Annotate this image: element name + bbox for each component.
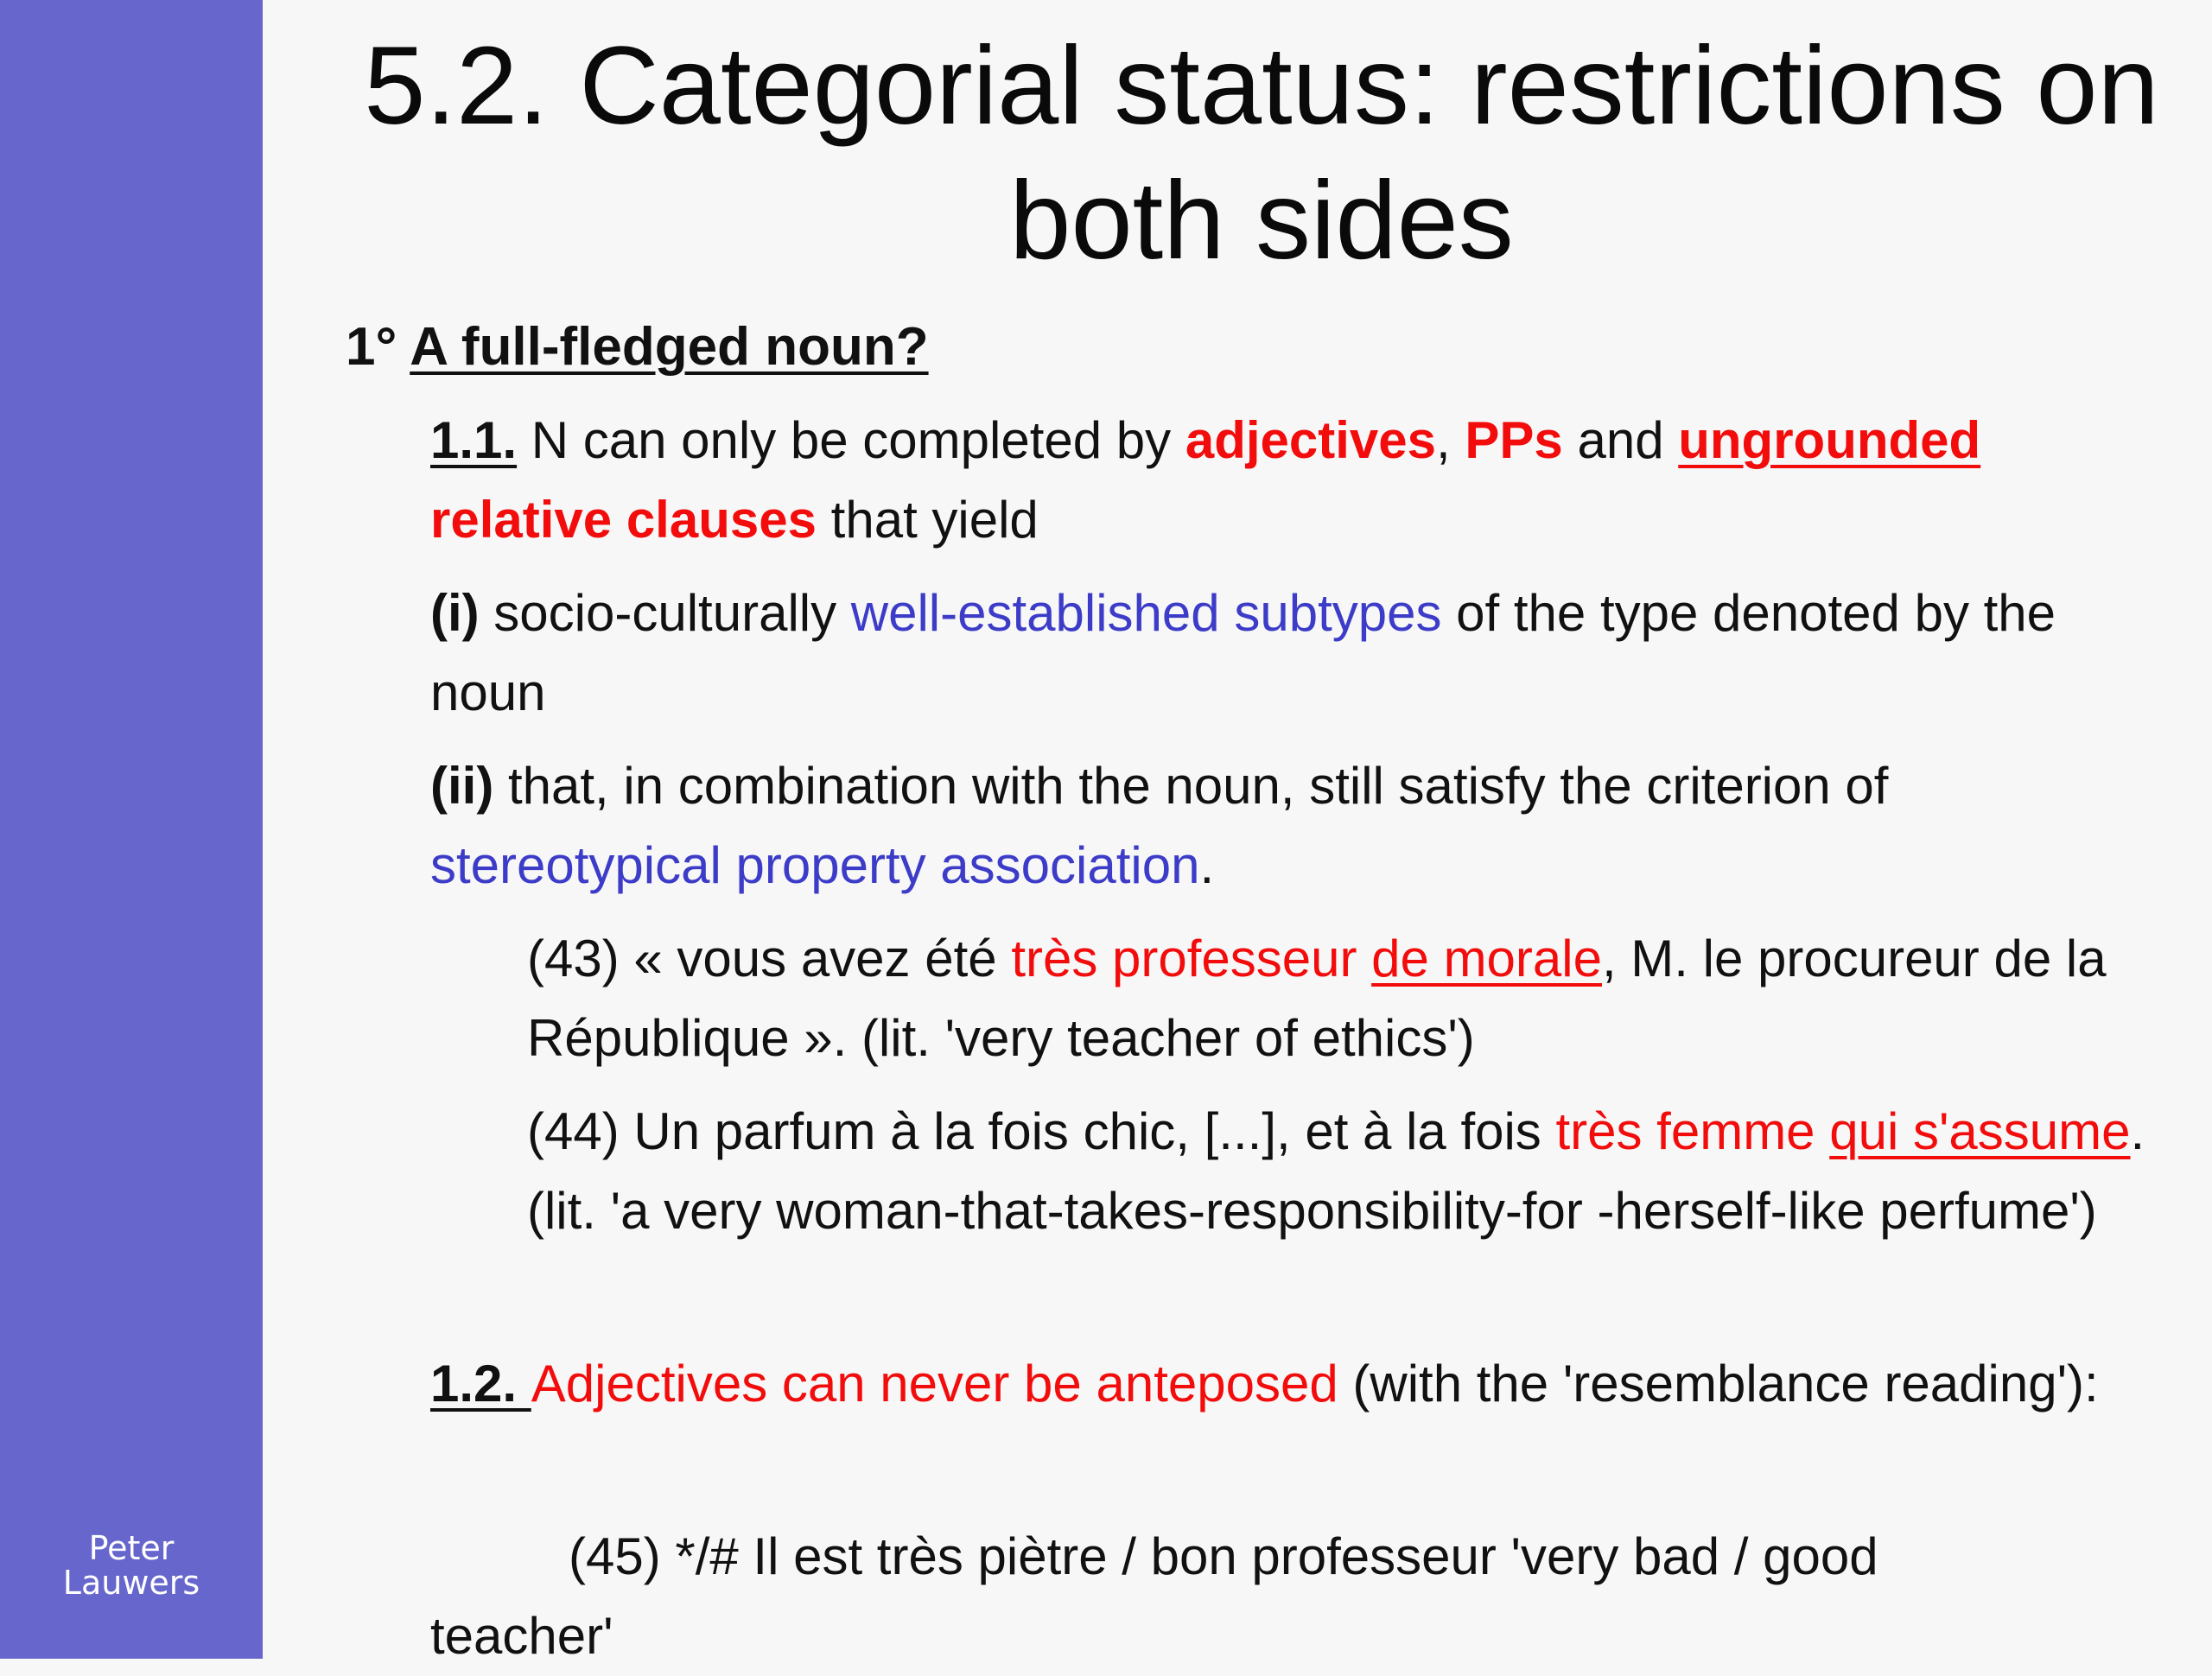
example-43-text: (43) « vous avez été (527, 930, 1012, 987)
example-44-tail: . (lit. 'a very woman-that-takes-responsibility-for -herself-like perfume') (527, 1102, 2145, 1240)
subsection-1-1-number: 1.1. (430, 411, 518, 469)
term-relative-clauses: relative clauses (430, 491, 817, 549)
author-last-name: Lauwers (62, 1564, 200, 1602)
subsection-1-1 (430, 401, 2141, 560)
subsection-1-2-number: 1.2. (430, 1355, 531, 1413)
point-ii-tail: . (1199, 836, 1215, 894)
example-44-text: (44) Un parfum à la fois chic, [...], et à la fois (527, 1102, 1556, 1160)
example-43 (527, 919, 2195, 1078)
point-ii-highlight: stereotypical property association (430, 836, 1200, 894)
point-i-highlight: well-established subtypes (850, 584, 1442, 642)
slide-title-line-1: 5.2. Categorial status: restrictions on (364, 24, 2159, 148)
point-ii-marker: (ii) (430, 757, 494, 815)
point-i (430, 574, 2141, 733)
example-43-red: très professeur (1011, 930, 1372, 987)
section-heading-number: 1° (346, 317, 397, 377)
example-44-red-underlined: qui s'assume (1829, 1102, 2131, 1160)
example-45-line-1: (45) */# Il est très piètre / bon professeur 'very bad / good (569, 1527, 1878, 1585)
term-adjectives: adjectives (1185, 411, 1437, 469)
example-45-line-2: teacher' (430, 1607, 613, 1665)
example-44-red: très femme (1555, 1102, 1830, 1160)
section-heading (346, 308, 929, 387)
example-45 (430, 1517, 2141, 1676)
point-i-tail: of the type denoted by the noun (430, 584, 2056, 721)
subsection-1-2-red: Adjectives can never be anteposed (531, 1355, 1338, 1413)
subsection-1-1-tail: that yield (816, 491, 1039, 549)
example-43-red-underlined: de morale (1371, 930, 1602, 987)
example-44 (527, 1092, 2195, 1251)
term-ungrounded: ungrounded (1678, 411, 1981, 469)
slide-title-line-2: both sides (1009, 159, 1514, 283)
subsection-1-2 (430, 1344, 2141, 1424)
section-heading-text: A full-fledged noun? (410, 317, 929, 377)
point-i-marker: (i) (430, 584, 480, 642)
separator-comma: , (1436, 411, 1465, 469)
conjunction-and: and (1562, 411, 1679, 469)
point-ii (430, 746, 2141, 905)
subsection-1-1-text: N can only be completed by (517, 411, 1185, 469)
term-pps: PPs (1465, 411, 1563, 469)
point-ii-text: that, in combination with the noun, still satisfy the criterion of (493, 757, 1889, 815)
example-43-tail: , M. le procureur de la République ». (lit. 'very teacher of ethics') (527, 930, 2107, 1067)
point-i-text: socio-culturally (479, 584, 851, 642)
subsection-1-2-text: (with the 'resemblance reading'): (1338, 1355, 2099, 1413)
author-first-name: Peter (88, 1529, 175, 1567)
